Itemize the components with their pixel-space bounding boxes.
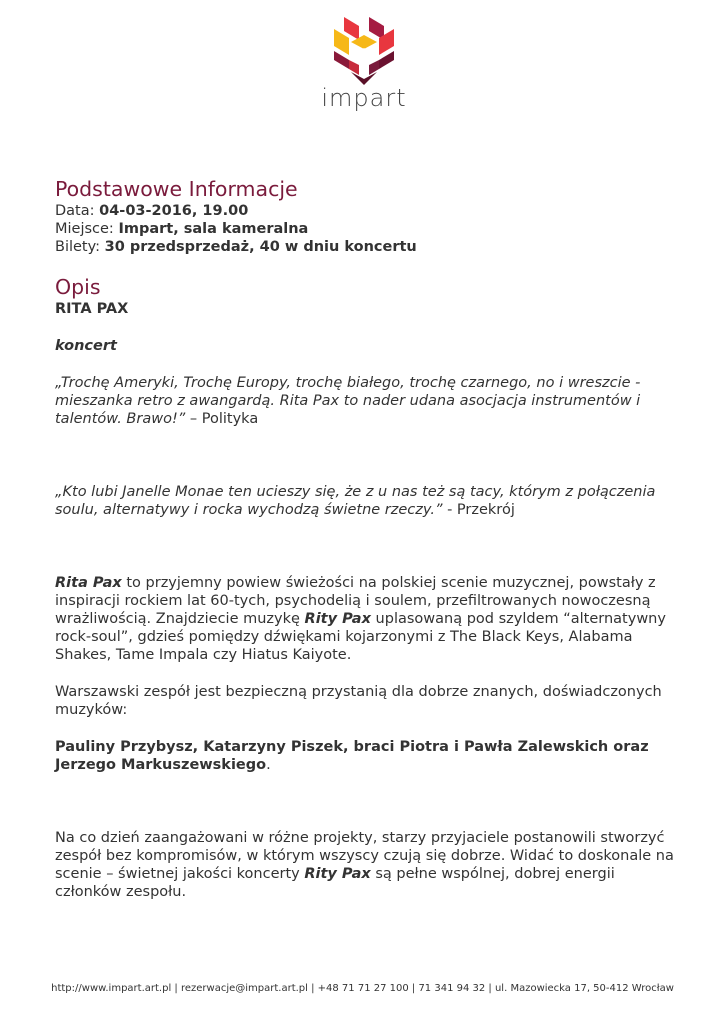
tickets-row: Bilety: 30 przedsprzedaż, 40 w dniu koncertu xyxy=(55,239,417,255)
place-row: Miejsce: Impart, sala kameralna xyxy=(55,221,309,237)
footer-contact: http://www.impart.art.pl | rezerwacje@impart.art.pl | +48 71 71 27 100 | 71 341 94 32 | ul. Mazowiecka 17, 50-412 Wrocław xyxy=(51,983,674,994)
event-type: koncert xyxy=(55,338,117,354)
quote-polityka: „Trochę Ameryki, Trochę Europy, trochę białego, trochę czarnego, no i wreszcie - mieszanka retro z awangardą. Rita Pax to nader udana asocjacja instrumentów i talentów. Brawo!” – Polityka xyxy=(55,375,641,427)
quote-przekroj: „Kto lubi Janelle Monae ten ucieszy się, że z u nas też są tacy, którym z połączenia soulu, alternatywy i rocka wychodzą świetne rzeczy.” - Przekrój xyxy=(55,484,656,518)
date-row: Data: 04-03-2016, 19.00 xyxy=(55,203,249,219)
tickets-value: 30 przedsprzedaż, 40 w dniu koncertu xyxy=(104,239,417,255)
band-name: RITA PAX xyxy=(55,301,129,317)
paragraph-closing: Na co dzień zaangażowani w różne projekty, starzy przyjaciele postanowili stworzyć zespół bez kompromisów, w którym wszyscy czują się dobrze. Widać to doskonale na scenie – świetnej jakości koncerty Rity Pax są pełne wspólnej, dobrej energii członków zespołu. xyxy=(55,830,674,900)
section-heading-description: Opis xyxy=(55,275,101,299)
document-body xyxy=(55,176,675,901)
paragraph-intro: Rita Pax to przyjemny powiew świeżości na polskiej scenie muzycznej, powstały z inspiracji rockiem lat 60-tych, psychodelią i soulem, przefiltrowanych nowoczesną wrażliwością. Znajdziecie muzykę Rity Pax uplasowaną pod szyldem “alternatywny rock-soul”, gdzieś pomiędzy dźwiękami kojarzonymi z The Black Keys, Alabama Shakes, Tame Impala czy Hiatus Kaiyote. xyxy=(55,575,666,663)
paragraph-members: Pauliny Przybysz, Katarzyny Piszek, braci Piotra i Pawła Zalewskich oraz Jerzego Markuszewskiego. xyxy=(55,739,649,773)
logo-wordmark: impart xyxy=(321,84,407,112)
paragraph-members-intro: Warszawski zespół jest bezpieczną przystanią dla dobrze znanych, doświadczonych muzyków: xyxy=(55,684,662,718)
place-value: Impart, sala kameralna xyxy=(118,221,309,237)
section-heading-basic-info: Podstawowe Informacje xyxy=(55,177,298,201)
date-value: 04-03-2016, 19.00 xyxy=(99,203,249,219)
